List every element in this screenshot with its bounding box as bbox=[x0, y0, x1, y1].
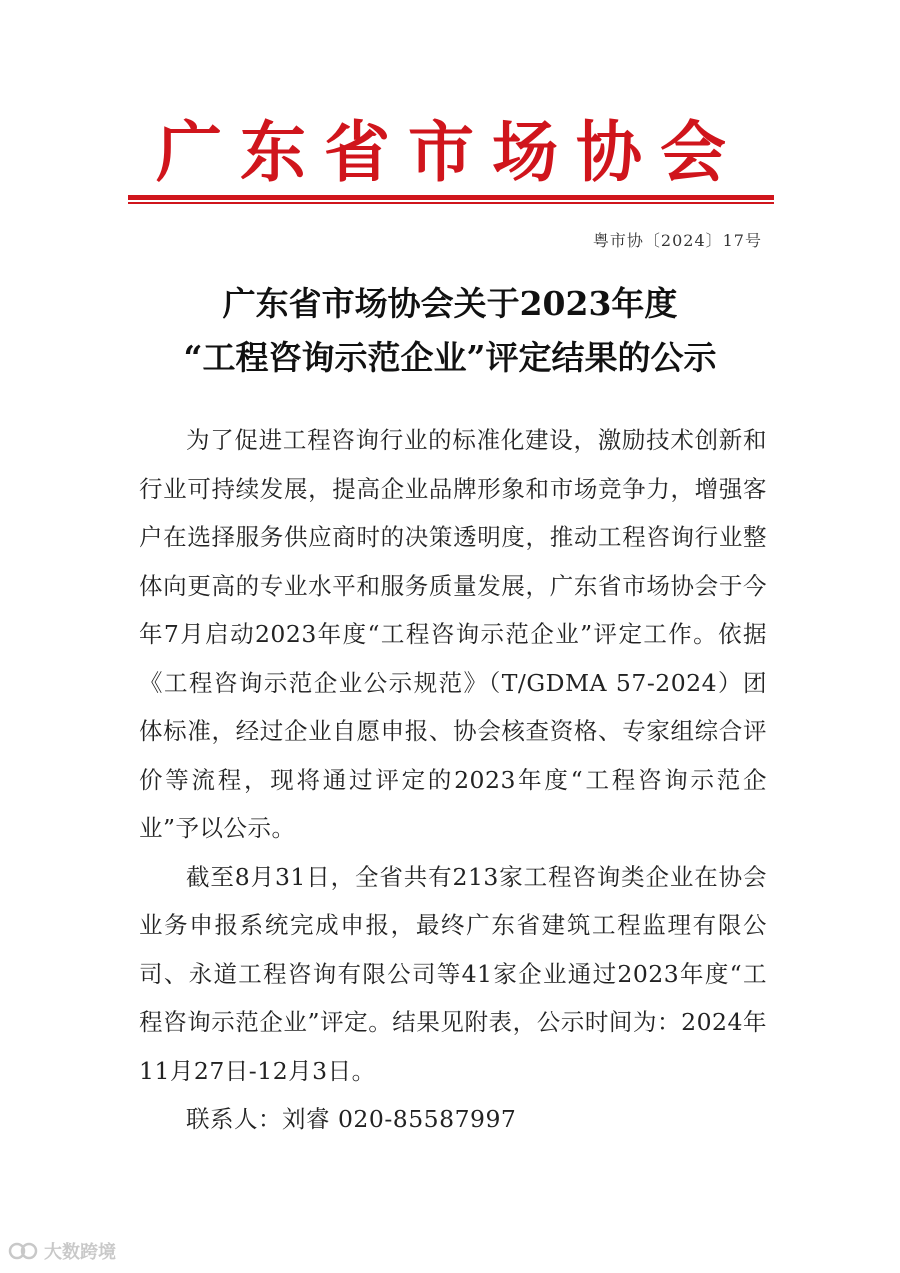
body-paragraph-1: 为了促进工程咨询行业的标准化建设，激励技术创新和行业可持续发展，提高企业品牌形象和市场竞争力，增强客户在选择服务供应商时的决策透明度，推动工程咨询行业整体向更高的专业水平和服务质量发展，广东省市场协会于今年7月启动2023年度“工程咨询示范企业”评定工作。依据《工程咨询示范企业公示规范》（T/GDMA 57-2024）团体标准，经过企业自愿申报、协会核查资格、专家组综合评价等流程，现将通过评定的2023年度“工程咨询示范企业”予以公示。 bbox=[139, 426, 767, 842]
organization-header: 广东省市场协会 bbox=[156, 113, 744, 191]
watermark-logo-icon bbox=[8, 1242, 38, 1260]
document-number: 粤市协〔2024〕17号 bbox=[592, 231, 762, 250]
watermark-text: 大数跨境 bbox=[44, 1242, 116, 1263]
contact-line: 联系人：刘睿 020-85587997 bbox=[186, 1105, 517, 1133]
header-divider-thin bbox=[128, 202, 774, 204]
title-line-1: 广东省市场协会关于2023年度 bbox=[222, 284, 678, 323]
header-divider-thick bbox=[128, 195, 774, 200]
watermark bbox=[8, 1238, 116, 1264]
title-line-2: “工程咨询示范企业”评定结果的公示 bbox=[183, 338, 717, 377]
body-paragraph-2: 截至8月31日，全省共有213家工程咨询类企业在协会业务申报系统完成申报，最终广东省建筑工程监理有限公司、永道工程咨询有限公司等41家企业通过2023年度“工程咨询示范企业”评定。结果见附表，公示时间为：2024年11月27日-12月3日。 bbox=[139, 862, 767, 1085]
document-body bbox=[139, 416, 767, 1144]
